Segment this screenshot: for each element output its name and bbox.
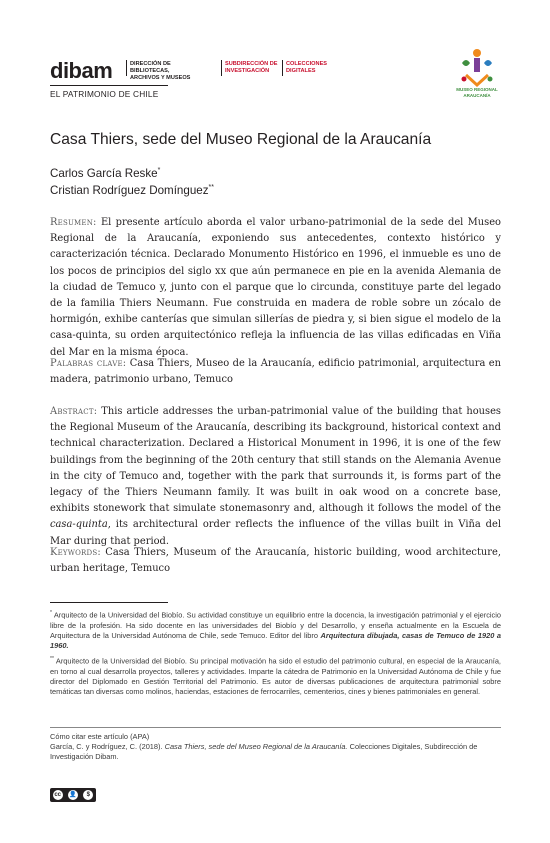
citation-heading: Cómo citar este artículo (APA) [50, 732, 150, 741]
dibam-logo-text: dibam [50, 58, 113, 83]
footnote-1-book: Arquitectura dibujada, casas de Temuco de 1920 a 1960. [50, 630, 502, 651]
citation-title: Casa Thiers, sede del Museo Regional de la Araucanía. [164, 742, 348, 752]
keywords-text: Casa Thiers, Museum of the Araucanía, historic building, wood architecture, urban heritage, Temuco [50, 547, 501, 575]
footnote-mark: ** [208, 184, 214, 192]
footnote-2 [50, 654, 501, 697]
citation-text [50, 742, 501, 762]
abstract-text-end: , its architectural order reflects the influence of the villas built in Viña del Mar during that period. [50, 519, 501, 547]
article-title: Casa Thiers, sede del Museo Regional de la Araucanía [50, 131, 432, 148]
abstract-text: This article addresses the urban-patrimonial value of the building that houses the Regional Museum of the Araucanía, describing its background, historical context and technical characterization. Declared a Historical Monument in 1996, it is one of the few buildings from the beginning of the 20th century that still stands on the Alemania Avenue in the city of Temuco and, together with the park that surrounds it, is forms part of the legacy of the Thiers Neumann family. It was built in oak wood on a concrete base, exhibits stonework that simulate stonemasonry and, although it follows the model of the [50, 406, 501, 515]
header-subdireccion: SUBDIRECCIÓN DE INVESTIGACIÓN [225, 61, 278, 74]
author-2 [50, 184, 214, 197]
creative-commons-badge [50, 788, 96, 802]
footnote-1-text: Arquitecto de la Universidad del Biobío. Su actividad constituye un equilibrio entre la docencia, la investigación patrimonial y el ejercicio libre de la profesión. Ha sido docente en las universidades del Biobío y del Desarrollo, y enseña actualmente en la Escuela de Arquitectura de la Universidad Autónoma de Chile, sede Temuco. Editor del libro [50, 610, 501, 640]
citation-authors: García, C. y Rodríguez, C. (2018). [50, 742, 165, 752]
resumen-text: El presente artículo aborda el valor urbano-patrimonial de la sede del Museo Regional de la Araucanía, exponiendo sus antecedentes, contexto histórico y caracterización técnica. Declarado Monumento Histórico en 1996, el inmueble es uno de los pocos de principios del siglo xx que aún permanece en pie en la avenida Alemania de la ciudad de Temuco y, junto con el parque que lo circunda, constituye parte del legado de la familia Thiers Neumann. Fue construida en madera de roble sobre un zócalo de hormigón, exhibe canterías que simulan sillerías de piedra y, si bien sigue el modelo de la casa-quinta, su orden arquitectónico refleja la influencia de las villas edificadas en Viña del Mar en la misma época. [50, 217, 501, 358]
author-name: Carlos García Reske [50, 167, 158, 180]
resumen-paragraph [50, 215, 501, 361]
citation-rule [50, 727, 501, 728]
footnote-rule [50, 602, 168, 603]
palabras-clave-text: Casa Thiers, Museo de la Araucanía, edificio patrimonial, arquitectura en madera, patrimonio urbano, Temuco [50, 358, 502, 386]
footnote-1 [50, 608, 501, 651]
footnote-mark: * [157, 167, 161, 175]
divider [221, 60, 222, 76]
divider [126, 60, 127, 76]
citation-block [50, 732, 501, 763]
footnote-2-text: Arquitecto de la Universidad del Biobío. Su principal motivación ha sido el estudio del patrimonio cultural, en especial de la Araucanía, en torno al cual desarrolla proyectos, talleres y actividades. Imparte la cátedra de Patrimonio en la Universidad Autónoma de Chile y fue director del Diplomado en Gestión Territorial del Patrimonio. Es autor de diversas publicaciones de arquitectura patrimonial sobre temáticas tan diversas como molinos, haciendas, estaciones de ferrocarriles, cementerios, cines y bienes patrimoniales en general. [50, 656, 501, 697]
divider [282, 60, 283, 76]
author-name: Cristian Rodríguez Domínguez [50, 184, 209, 197]
footnote-mark: * [50, 610, 52, 616]
abstract-label: Abstract: [50, 406, 98, 417]
resumen-label: Resumen: [50, 217, 97, 228]
citation-source: Colecciones Digitales, Subdirección de Investigación Dibam. [50, 742, 478, 762]
keywords-paragraph [50, 545, 501, 577]
palabras-clave-paragraph [50, 356, 501, 388]
header-dibam-division: DIRECCIÓN DE BIBLIOTECAS, ARCHIVOS Y MUSEOS [130, 61, 191, 81]
palabras-clave-label: Palabras clave: [50, 358, 127, 369]
dibam-logo [50, 58, 112, 84]
cc-icon: cc [54, 792, 61, 798]
abstract-emphasis: casa-quinta [50, 519, 108, 531]
keywords-label: Keywords: [50, 547, 101, 558]
header-colecciones: COLECCIONES DIGITALES [286, 61, 328, 74]
footnote-mark: ** [50, 656, 54, 662]
author-1 [50, 167, 160, 180]
abstract-paragraph [50, 404, 501, 550]
header-tagline: EL PATRIMONIO DE CHILE [50, 85, 168, 99]
museo-logo-caption: MUSEO REGIONAL ARAUCANÍA [456, 87, 498, 98]
by-icon: 👤 [69, 792, 77, 798]
nc-icon: $ [83, 790, 93, 800]
